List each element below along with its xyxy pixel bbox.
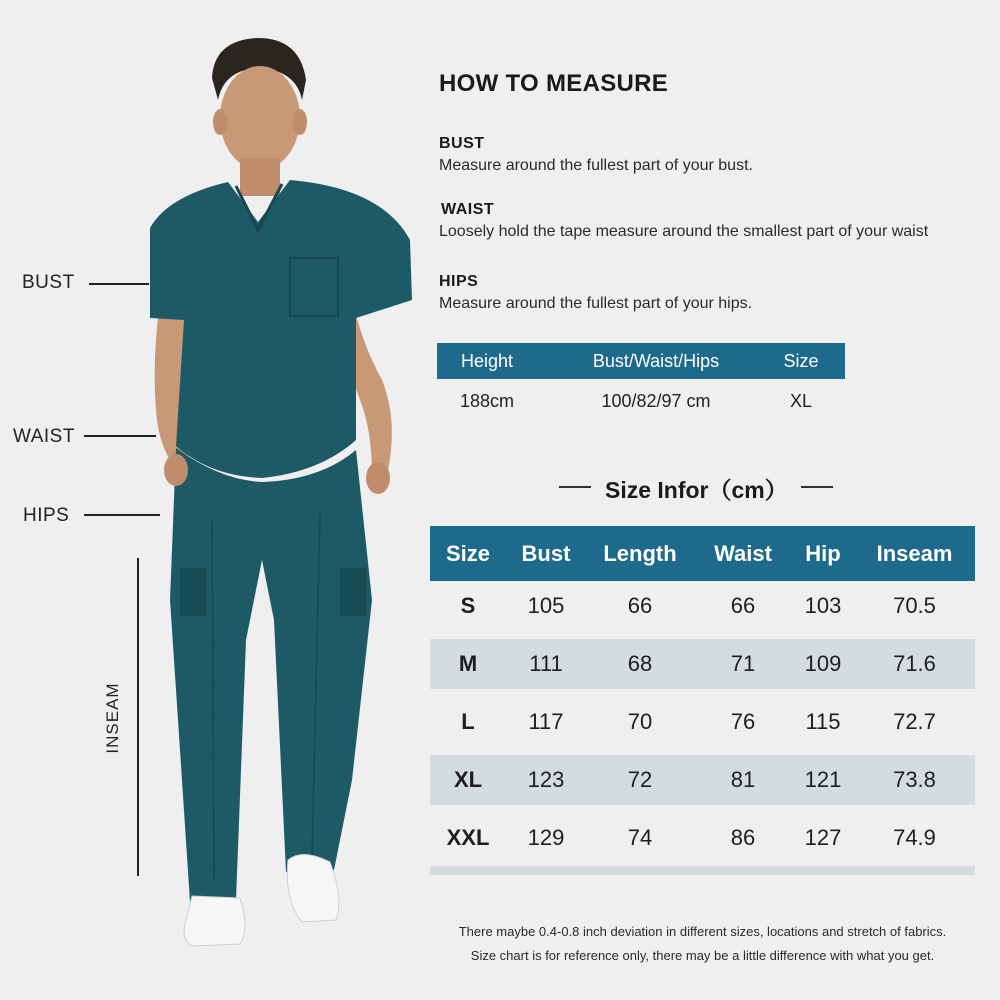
model-header-size: Size xyxy=(783,350,819,371)
model-figure xyxy=(0,0,430,1000)
hips-instruction: Measure around the fullest part of your hips. xyxy=(439,295,753,312)
size-cell: XXL xyxy=(446,825,490,850)
waist-cell: 81 xyxy=(730,767,756,792)
length-cell: 66 xyxy=(627,593,653,618)
waist-cell: 66 xyxy=(730,593,756,618)
model-info-table xyxy=(437,343,845,423)
size-cell: XL xyxy=(453,767,483,792)
model-info-header-row xyxy=(437,343,845,379)
size-notes xyxy=(430,920,975,968)
size-header-size: Size xyxy=(445,540,491,566)
bust-cell: 117 xyxy=(528,709,564,734)
deviation-note: There maybe 0.4-0.8 inch deviation in different sizes, locations and stretch of fabrics. xyxy=(458,924,947,939)
reference-note: Size chart is for reference only, there may be a little difference with what you get. xyxy=(470,948,935,963)
hip-cell: 109 xyxy=(804,651,842,676)
model-header-measurements: Bust/Waist/Hips xyxy=(592,350,720,371)
size-header-length: Length xyxy=(603,540,677,566)
waist-cell: 86 xyxy=(730,825,756,850)
model-header-height: Height xyxy=(460,350,514,371)
size-header-bust: Bust xyxy=(521,540,571,566)
waist-heading: WAIST xyxy=(441,201,495,218)
length-cell: 74 xyxy=(627,825,653,850)
size-cell: L xyxy=(461,709,475,734)
waist-indicator-line xyxy=(84,435,156,437)
waist-cell: 76 xyxy=(730,709,756,734)
waist-cell: 71 xyxy=(730,651,756,676)
hip-cell: 115 xyxy=(805,709,841,734)
title-dash-right xyxy=(801,486,833,488)
bust-instruction: Measure around the fullest part of your bust. xyxy=(439,157,753,174)
how-to-measure-title: HOW TO MEASURE xyxy=(439,70,669,97)
inseam-cell: 72.7 xyxy=(893,709,936,734)
size-cell: S xyxy=(460,593,476,618)
inseam-cell: 73.8 xyxy=(893,767,936,792)
size-row-xxl xyxy=(430,813,975,863)
waist-instruction: Loosely hold the tape measure around the smallest part of your waist xyxy=(439,223,929,240)
hip-cell: 127 xyxy=(804,825,842,850)
size-row-l xyxy=(430,697,975,747)
inseam-cell: 70.5 xyxy=(893,593,936,618)
table-bottom-strip xyxy=(430,866,975,875)
size-chart-header-row xyxy=(430,526,975,581)
hips-indicator-line xyxy=(84,514,160,516)
length-cell: 70 xyxy=(627,709,653,734)
bust-heading: BUST xyxy=(439,135,485,152)
model-size-value: XL xyxy=(789,390,813,411)
model-info-row xyxy=(437,379,845,423)
size-info-title: Size Infor（cm） xyxy=(605,477,788,503)
size-header-inseam: Inseam xyxy=(876,540,953,566)
inseam-cell: 71.6 xyxy=(893,651,936,676)
model-measurements-value: 100/82/97 cm xyxy=(601,390,711,411)
size-row-s xyxy=(430,581,975,631)
length-cell: 72 xyxy=(627,767,653,792)
bust-indicator-line xyxy=(89,283,149,285)
inseam-label: INSEAM xyxy=(103,682,122,754)
size-chart-table xyxy=(430,526,975,871)
hip-cell: 121 xyxy=(804,767,842,792)
size-header-waist: Waist xyxy=(714,540,772,566)
size-header-hip: Hip xyxy=(805,540,841,566)
size-row-m xyxy=(430,639,975,689)
bust-cell: 129 xyxy=(527,825,565,850)
bust-label: BUST xyxy=(22,272,75,293)
bust-cell: 105 xyxy=(527,593,565,618)
model-in-scrubs-illustration xyxy=(0,0,430,1000)
waist-label: WAIST xyxy=(13,426,75,447)
hips-heading: HIPS xyxy=(439,273,479,290)
title-dash-left xyxy=(559,486,591,488)
inseam-cell: 74.9 xyxy=(893,825,936,850)
length-cell: 68 xyxy=(627,651,653,676)
hip-cell: 103 xyxy=(804,593,842,618)
size-info-title-block xyxy=(555,470,835,504)
bust-cell: 123 xyxy=(527,767,565,792)
inseam-indicator-line xyxy=(137,558,139,876)
size-cell: M xyxy=(458,651,478,676)
hips-label: HIPS xyxy=(23,505,70,526)
size-row-xl xyxy=(430,755,975,805)
model-height-value: 188cm xyxy=(459,390,515,411)
bust-cell: 111 xyxy=(529,651,563,676)
